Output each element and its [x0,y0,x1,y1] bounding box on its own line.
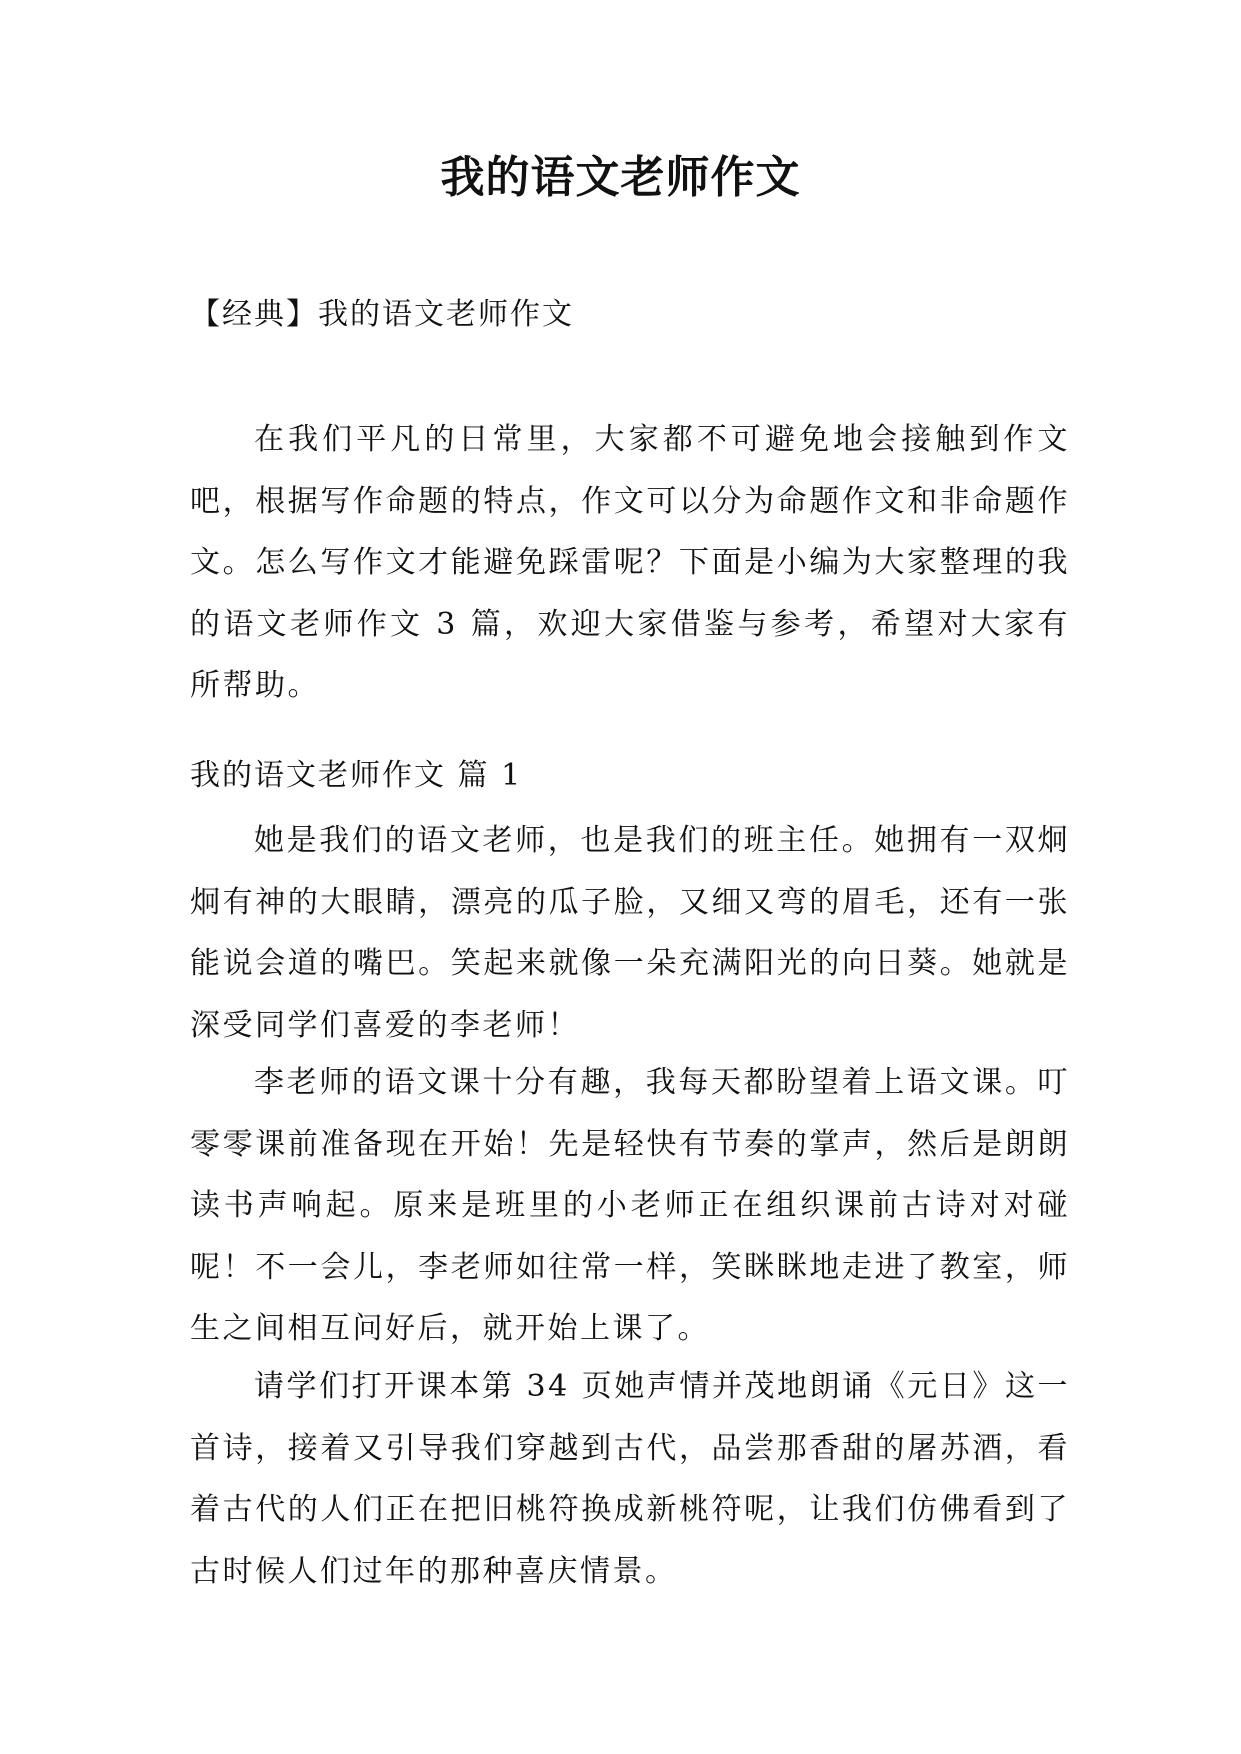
intro-paragraph: 在我们平凡的日常里，大家都不可避免地会接触到作文吧，根据写作命题的特点，作文可以分为命题作文和非命题作文。怎么写作文才能避免踩雷呢？下面是小编为大家整理的我的语文老师作文 3 篇，欢迎大家借鉴与参考，希望对大家有所帮助。 [190,422,1070,703]
document-subtitle: 【经典】我的语文老师作文 [190,297,574,332]
body-paragraph-1: 她是我们的语文老师，也是我们的班主任。她拥有一双炯炯有神的大眼睛，漂亮的瓜子脸，又细又弯的眉毛，还有一张能说会道的嘴巴。笑起来就像一朵充满阳光的向日葵。她就是深受同学们喜爱的李老师！ [190,823,1070,1043]
document-title: 我的语文老师作文 [440,152,801,203]
body-paragraph-3: 请学们打开课本第 34 页她声情并茂地朗诵《元日》这一首诗，接着又引导我们穿越到古代，品尝那香甜的屠苏酒，看着古代的人们正在把旧桃符换成新桃符呢，让我们仿佛看到了古时候人们过年的那种喜庆情景。 [190,1369,1070,1589]
body-paragraph-2: 李老师的语文课十分有趣，我每天都盼望着上语文课。叮零零课前准备现在开始！先是轻快有节奏的掌声，然后是朗朗读书声响起。原来是班里的小老师正在组织课前古诗对对碰呢！不一会儿，李老师如往常一样，笑眯眯地走进了教室，师生之间相互问好后，就开始上课了。 [190,1065,1070,1346]
section-heading: 我的语文老师作文 篇 1 [190,758,523,793]
